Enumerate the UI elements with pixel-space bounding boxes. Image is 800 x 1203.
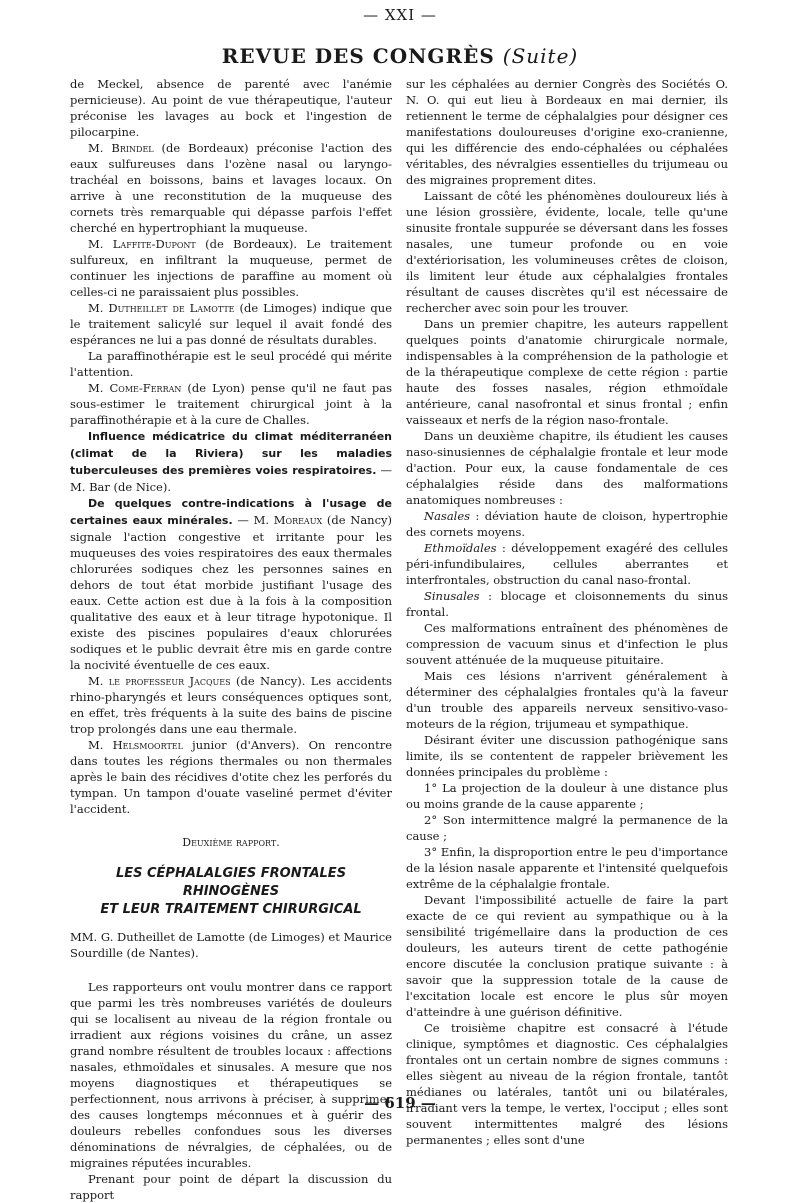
paragraph: Devant l'impossibilité actuelle de faire la part exacte de ce qui revient au sympathique ou à la sensibilité trigémellaire dans la production de ces douleurs, les auteurs tirent de cette pathogénie encore discutée la conclusion pratique suivante : à savoir que la suppression totale de la cause de l'excitation locale est encore le plus sûr moyen d'atteindre à une guérison définitive.: [406, 893, 728, 1019]
paragraph: [70, 300, 392, 348]
paragraph: Ces malformations entraînent des phénomènes de compression de vacuum sinus et d'infection le plus souvent atténuée de la muqueuse pituitaire.: [406, 621, 728, 667]
communication-title: De quelques contre-indications à l'usage de certaines eaux minérales.: [70, 497, 392, 527]
author-name: M. le professeur Jacques: [88, 674, 231, 688]
paragraph: Prenant pour point de départ la discussion du rapport: [70, 1172, 392, 1202]
paragraph: 3° Enfin, la disproportion entre le peu d'importance de la lésion nasale apparente et l'intensité quelquefois extrême de la céphalalgie frontale.: [406, 845, 728, 891]
paragraph-text: : développement exagéré des cellules péri-infundibulaires, cellules aberrantes et interfrontales, obstruction du canal naso-frontal.: [406, 541, 728, 587]
communication-title: Influence médicatrice du climat méditerranéen (climat de la Riviera) sur les maladies tuberculeuses des premières voies respiratoires.: [70, 430, 392, 477]
section-title-line: LES CÉPHALALGIES FRONTALES RHINOGÈNES: [115, 866, 347, 899]
paragraph: [70, 495, 392, 673]
term: Sinusales: [424, 589, 480, 603]
page-roman-numeral: — XXI —: [363, 6, 437, 24]
page-number: — 619 —: [364, 1094, 436, 1112]
paragraph-text: (de Bordeaux). Le traitement sulfureux, en infiltrant la muqueuse, permet de continuer les injections de paraffine au moment où celles-ci ne paraissaient plus possibles.: [70, 237, 392, 299]
title-suite: (Suite): [502, 44, 579, 68]
paragraph: La paraffinothérapie est le seul procédé qui mérite l'attention.: [70, 349, 392, 379]
paragraph-text: (de Bordeaux) préconise l'action des eaux sulfureuses dans l'ozène nasal ou laryngo-trachéal en boissons, bains et lavages locaux. On arrive à une reconstitution de la muqueuse des cornets très remarquable qui dépasse parfois l'effet cherché en hypertrophiant la muqueuse.: [70, 141, 392, 235]
paragraph-text: junior (d'Anvers). On rencontre dans toutes les régions thermales ou non thermales après le bain des récidives d'otite chez les perforés du tympan. Un tampon d'ouate vaseliné permet d'éviter l'accident.: [70, 738, 392, 816]
paragraph-text: (de Nancy). Les accidents rhino-pharyngés et leurs conséquences optiques sont, en effet, très fréquents à la suite des bains de piscine trop prolongés dans une eau thermale.: [70, 674, 392, 736]
paragraph: [70, 737, 392, 817]
title-main: REVUE DES CONGRÈS: [221, 44, 495, 68]
section-title: [70, 865, 392, 919]
author-name: M. Helsmoortel: [88, 738, 183, 752]
page-title: [0, 44, 800, 68]
paragraph: [406, 588, 728, 620]
author-name: M. Brindel: [88, 141, 154, 155]
paragraph: [406, 540, 728, 588]
paragraph: Ce troisième chapitre est consacré à l'étude clinique, symptômes et diagnostic. Ces céphalalgies frontales ont un certain nombre de signes communs : elles siègent au niveau de la région frontale, tantôt médianes ou latérales, tantôt uni ou bilatérales, irradiant vers la tempe, le vertex, l'occiput ; elles sont souvent intermittentes malgré des lésions permanentes ; elles sont d'une: [406, 1021, 728, 1147]
paragraph: de Meckel, absence de parenté avec l'anémie pernicieuse). Au point de vue thérapeutique, l'auteur préconise les lavages au bock et l'ingestion de pilocarpine.: [70, 77, 392, 139]
paragraph: 1° La projection de la douleur à une distance plus ou moins grande de la cause apparente ;: [406, 781, 728, 811]
paragraph: Laissant de côté les phénomènes douloureux liés à une lésion grossière, évidente, locale, telle qu'une sinusite frontale suppurée se déversant dans les fosses nasales, une tumeur profonde ou en voie d'extériorisation, les volumineuses crêtes de cloison, ils limitent leur étude aux céphalalgies frontales résultant de causes discrètes qu'il est nécessaire de rechercher avec soin pour les trouver.: [406, 189, 728, 315]
section-label: Deuxième rapport.: [182, 836, 280, 849]
paragraph-text: (de Limoges) indique que le traitement salicylé sur lequel il avait fondé des espérances ne lui a pas donné de résultats durables.: [70, 301, 392, 347]
paragraph: [70, 140, 392, 236]
paragraph: sur les céphalées au dernier Congrès des Sociétés O. N. O. qui eut lieu à Bordeaux en mai dernier, ils retiennent le terme de céphalalgies pour désigner ces manifestations douloureuses d'origine exo-cranienne, qui les différencie des endo-céphalées ou céphalées véritables, des névralgies essentielles du trijumeau ou des migraines proprement dites.: [406, 77, 728, 187]
paragraph: [70, 236, 392, 300]
paragraph: 2° Son intermittence malgré la permanence de la cause ;: [406, 813, 728, 843]
paragraph: [406, 508, 728, 540]
author-name: M. Laffite-Dupont: [88, 237, 196, 251]
section-title-line: ET LEUR TRAITEMENT CHIRURGICAL: [100, 902, 362, 917]
author-name: M. Come-Ferran: [88, 381, 182, 395]
term: Nasales: [424, 509, 471, 523]
paragraph: Désirant éviter une discussion pathogénique sans limite, ils se contentent de rappeler brièvement les données principales du problème :: [406, 733, 728, 779]
paragraph: Les rapporteurs ont voulu montrer dans ce rapport que parmi les très nombreuses variétés de douleurs qui se localisent au niveau de la région frontale ou irradient aux régions voisines du crâne, un assez grand nombre résultent de troubles locaux : affections nasales, ethmoïdales et sinusales. A mesure que nos moyens diagnostiques et thérapeutiques se perfectionnent, nous arrivons à préciser, à supprimer des causes longtemps méconnues et à guérir des douleurs rebelles confondues sous les diverses dénominations de névralgies, de céphalées, ou de migraines réputées incurables.: [70, 980, 392, 1170]
paragraph: Dans un premier chapitre, les auteurs rappellent quelques points d'anatomie chirurgicale normale, indispensables à la compréhension de la pathologie et de la thérapeutique complexe de cette région : partie haute des fosses nasales, région ethmoïdale antérieure, canal nasofrontal et sinus frontal ; enfin vaisseaux et nerfs de la région naso-frontale.: [406, 317, 728, 427]
report-authors: MM. G. Dutheillet de Lamotte (de Limoges) et Maurice Sourdille (de Nantes).: [70, 930, 392, 960]
paragraph: Mais ces lésions n'arrivent généralement à déterminer des céphalalgies frontales qu'à la faveur d'un trouble des appareils nerveux sensitivo-vaso-moteurs de la région, trijumeau et sympathique.: [406, 669, 728, 731]
author-name: M. Dutheillet de Lamotte: [88, 301, 235, 315]
paragraph-text: (de Nancy) signale l'action congestive et irritante pour les muqueuses des voies respiratoires des eaux thermales chlorurées sodiques chez les personnes saines en dehors de tout état morbide justifiant l'usage des eaux. Cette action est due à la fois à la composition qualitative des eaux et à leur titrage hypotonique. Il existe des piscines populaires d'eaux chlorurées sodiques et le public devrait être mis en garde contre la nocivité éventuelle de ces eaux.: [70, 513, 393, 672]
author-name: — M. Moreaux: [232, 513, 323, 527]
term: Ethmoïdales: [424, 541, 497, 555]
paragraph-text: (de Lyon) pense qu'il ne faut pas sous-estimer le traitement chirurgical joint à la paraffinothérapie et à la cure de Challes.: [70, 381, 392, 427]
paragraph-text: : déviation haute de cloison, hypertrophie des cornets moyens.: [406, 509, 728, 539]
paragraph-text: : blocage et cloisonnements du sinus frontal.: [406, 589, 728, 619]
paragraph: [70, 428, 392, 495]
paragraph: [70, 673, 392, 737]
paragraph: [70, 380, 392, 428]
paragraph: Dans un deuxième chapitre, ils étudient les causes naso-sinusiennes de céphalalgie frontale et leur mode d'action. Pour eux, la cause fondamentale de ces céphalalgies réside dans des malformations anatomiques nombreuses :: [406, 429, 728, 507]
paragraph-text: — M. Bar (de Nice).: [70, 463, 393, 494]
left-column: [70, 76, 392, 1203]
right-column: [406, 76, 728, 1148]
